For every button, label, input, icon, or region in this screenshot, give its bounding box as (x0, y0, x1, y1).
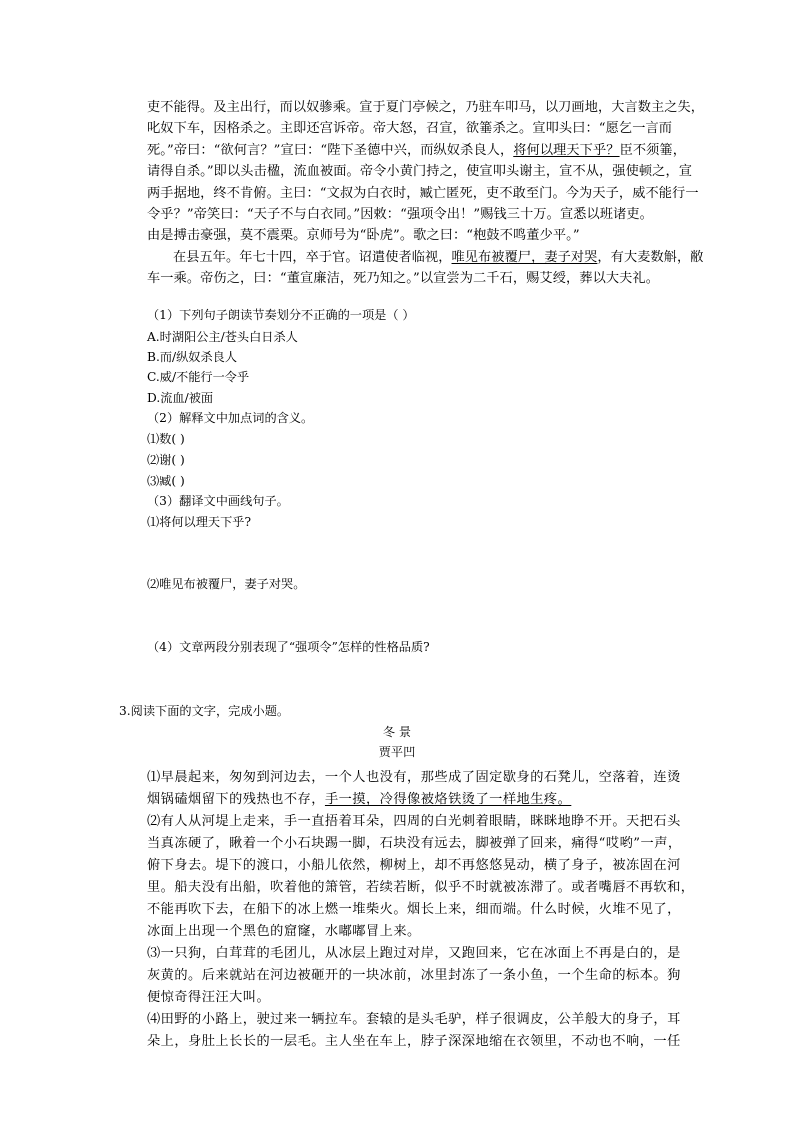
passage-line: 叱奴下车，因格杀之。主即还宫诉帝。帝大怒，召宣，欲箠杀之。宣叩头曰：“愿乞一言而 (147, 121, 673, 136)
essay-line (147, 788, 571, 807)
option-a: A.时湖阳公主/苍头白日杀人 (147, 330, 298, 344)
question-1: （1）下列句子朗读节奏划分不正确的一项是（ ） (147, 308, 415, 322)
passage-line: 请得自杀。”即以头击楹，流血被面。帝令小黄门持之，使宣叩头谢主，宣不从，强使顿之，宣 (147, 164, 693, 179)
passage-line (147, 139, 686, 158)
q2-item: ⑴数( ) (147, 432, 185, 446)
essay-line: 冰面上出现一个黑色的窟窿，水嘟嘟冒上来。 (147, 924, 421, 939)
essay-line: ⑶一只狗，白茸茸的毛团儿，从冰层上跑过对岸，又跑回来，它在冰面上不再是白的，是 (147, 946, 681, 961)
q3-item: ⑵唯见布被覆尸，妻子对哭。 (147, 577, 306, 591)
essay-line: ⑴早晨起来，匆匆到河边去，一个人也没有，那些成了固定歇身的石凳儿，空落着，连烫 (147, 770, 681, 785)
question-4: （4）文章两段分别表现了“强项令”怎样的性格品质? (147, 640, 430, 654)
essay-author: 贾平凹 (378, 745, 416, 759)
essay-title: 冬 景 (382, 725, 412, 739)
essay-line: 朵上，身肚上长长的一层毛。主人坐在车上，脖子深深地缩在衣领里，不动也不响，一任 (147, 1034, 681, 1049)
q2-item: ⑶臧( ) (147, 474, 185, 488)
passage-line: 吏不能得。及主出行，而以奴骖乘。宣于夏门亭候之，乃驻车叩马，以刀画地，大言数主之失， (147, 100, 705, 115)
passage-text: 臣不须箠， (619, 143, 686, 158)
option-d: D.流血/被面 (147, 391, 214, 405)
essay-line: 不能再吹下去，在船下的冰上燃一堆柴火。烟长上来，细而端。什么时候，火堆不见了， (147, 902, 681, 917)
passage-line: 车一乘。帝伤之，曰：“董宣廉洁，死乃知之。”以宣尝为二千石，赐艾绶，葬以大夫礼。 (147, 271, 660, 286)
essay-line: ⑵有人从河堤上走来，手一直捂着耳朵，四周的白光刺着眼睛，眯眯地睁不开。天把石头 (147, 814, 681, 829)
essay-line: 里。船夫没有出船，吹着他的箫管，若续若断，似乎不时就被冻滞了。或者嘴唇不再软和， (147, 880, 695, 895)
essay-line: 俯下身去。堤下的渡口，小船儿依然，柳树上，却不再悠悠晃动，横了身子，被冻固在河 (147, 858, 681, 873)
passage-line: 由是搏击豪强，莫不震栗。京师号为“卧虎”。歌之曰：“枹鼓不鸣董少平。” (147, 228, 580, 243)
underlined-sentence: 唯见布被覆尸，妻子对哭 (451, 250, 598, 265)
question-2: （2）解释文中加点词的含义。 (147, 411, 314, 425)
essay-line: 当真冻硬了，瞅着一个小石块踢一脚，石块没有远去，脚被弹了回来，痛得“哎哟”一声， (147, 836, 682, 851)
passage-line: 两手据地，终不肯俯。主曰：“文叔为白衣时，臧亡匿死，吏不敢至门。今为天子，威不能行一 (147, 186, 699, 201)
essay-text: 烟锅磕烟留下的残热也不存， (147, 792, 325, 807)
option-b: B.而/纵奴杀良人 (147, 350, 238, 364)
passage-line (173, 246, 704, 265)
passage-line: 令乎？”帝笑曰：“天子不与白衣同。”因敕：“强项令出！”赐钱三十万。宣悉以班诸吏。 (147, 207, 653, 222)
passage-text: 在县五年。年七十四，卒于官。诏遣使者临视， (173, 250, 452, 265)
q3-item: ⑴将何以理天下乎? (147, 515, 252, 529)
underlined-sentence: 手一摸，冷得像被烙铁烫了一样地生疼。 (324, 792, 572, 807)
underlined-sentence: 将何以理天下乎？ (513, 143, 620, 158)
question-3: （3）翻译文中画线句子。 (147, 494, 289, 508)
passage-text: ，有大麦数斛，敝 (597, 250, 704, 265)
section-heading: 3.阅读下面的文字，完成小题。 (119, 704, 290, 718)
option-c: C.威/不能行一令乎 (147, 370, 250, 384)
essay-line: 便惊奇得汪汪大叫。 (147, 990, 271, 1005)
essay-line: ⑷田野的小路上，驶过来一辆拉车。套辕的是头毛驴，样子很调皮，公羊般大的身子，耳 (147, 1012, 681, 1027)
q2-item: ⑵谢( ) (147, 453, 185, 467)
passage-text: 死。”帝曰：“欲何言？”宣曰：“陛下圣德中兴，而纵奴杀良人， (147, 143, 514, 158)
essay-line: 灰黄的。后来就站在河边被砸开的一块冰前，冰里封冻了一条小鱼，一个生命的标本。狗 (147, 968, 681, 983)
